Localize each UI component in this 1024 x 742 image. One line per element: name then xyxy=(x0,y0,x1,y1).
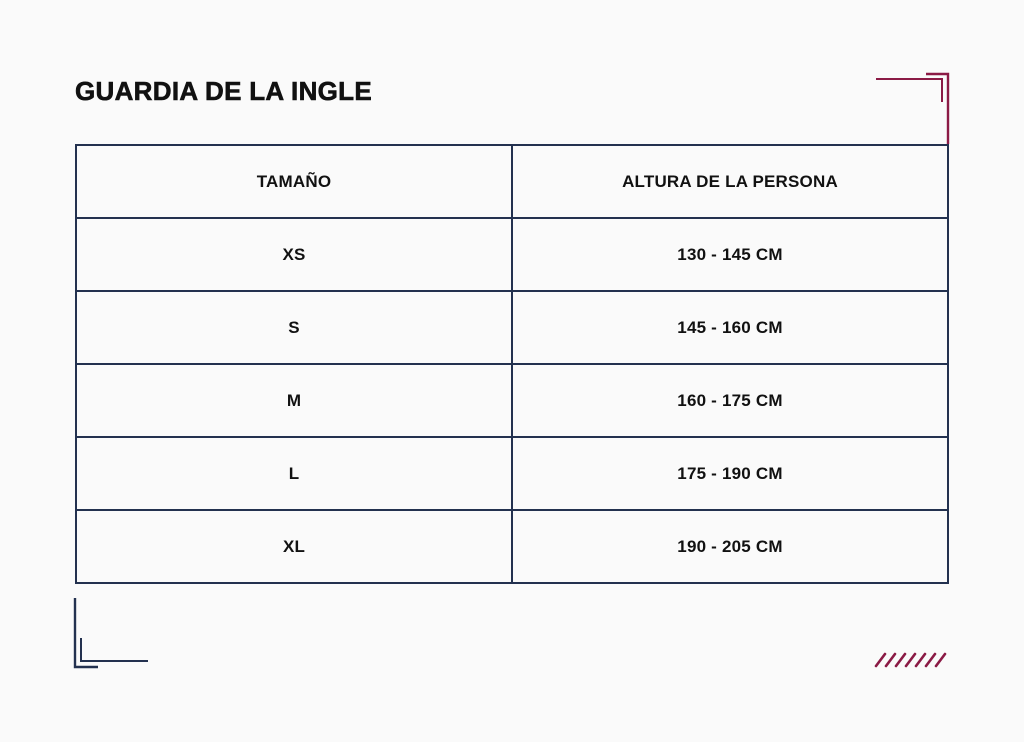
size-cell: S xyxy=(76,291,512,364)
table-row xyxy=(76,218,948,291)
size-cell: XS xyxy=(76,218,512,291)
table-row xyxy=(76,364,948,437)
corner-bracket-bottom-left xyxy=(70,590,155,670)
column-header-height: ALTURA DE LA PERSONA xyxy=(512,145,948,218)
table-row xyxy=(76,437,948,510)
size-chart-table xyxy=(75,144,949,584)
height-cell: 145 - 160 CM xyxy=(512,291,948,364)
column-header-size: TAMAÑO xyxy=(76,145,512,218)
size-cell: M xyxy=(76,364,512,437)
size-cell: L xyxy=(76,437,512,510)
size-cell: XL xyxy=(76,510,512,583)
corner-bracket-top-right xyxy=(870,70,955,150)
table-row xyxy=(76,291,948,364)
page-title: GUARDIA DE LA INGLE xyxy=(75,76,372,106)
table-header-row xyxy=(76,145,948,218)
height-cell: 175 - 190 CM xyxy=(512,437,948,510)
diagonal-stripes-decoration xyxy=(872,650,954,670)
height-cell: 160 - 175 CM xyxy=(512,364,948,437)
height-cell: 190 - 205 CM xyxy=(512,510,948,583)
table-row xyxy=(76,510,948,583)
height-cell: 130 - 145 CM xyxy=(512,218,948,291)
